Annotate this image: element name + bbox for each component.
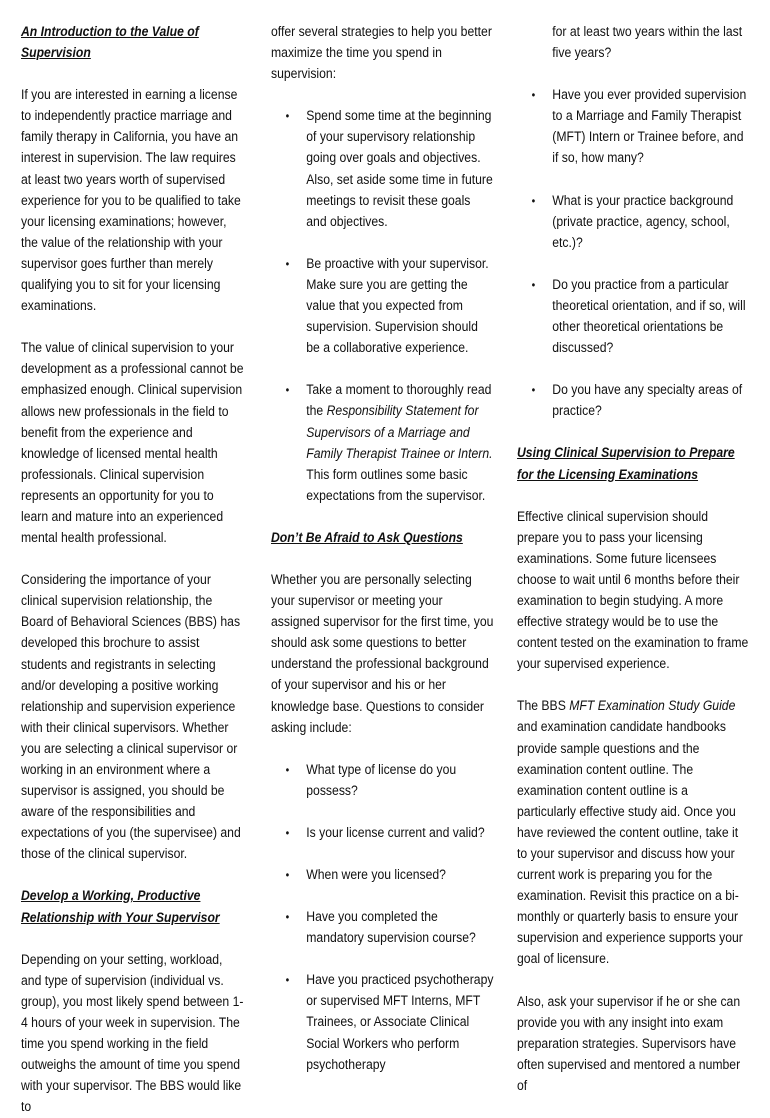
exam-prep-heading: Using Clinical Supervision to Prepare for the Licensing Examinations [517, 445, 735, 483]
strategies-intro: offer several strategies to help you better maximize the time you spend in supervision: [271, 24, 492, 83]
bullet-icon: • [285, 762, 290, 777]
bullet-icon: • [531, 383, 536, 398]
form-title: Responsibility Statement for Supervisors of a Marriage and Family Therapist Trainee or Intern. [306, 403, 493, 462]
exam-prep-paragraph-1: Effective clinical supervision should prepare you to pass your licensing examinations. Some future licensees choose to wait until 6 months before their examination to begin studying. A more effective strategy would be to use the content tested on the examination to frame your supervised experience. [517, 508, 749, 673]
exam-prep-paragraph-3: Also, ask your supervisor if he or she can provide you with any insight into exam preparation strategies. Supervisors have often supervised and mentored a number of [517, 993, 741, 1094]
list-item: • What type of license do you possess? [285, 761, 457, 799]
questions-list-continued [517, 22, 749, 422]
list-item: • Have you practiced psychotherapy or supervised MFT Interns, MFT Trainees, or Associate Clinical Social Workers who perform psychotherapy [285, 972, 494, 1073]
bullet-icon: • [285, 383, 290, 398]
list-item: • When were you licensed? [271, 865, 494, 886]
list-item: • Do you practice from a particular theoretical orientation, and if so, will other theoretical orientations be discussed? [531, 276, 746, 357]
bullet-icon: • [285, 256, 290, 271]
intro-paragraph-3: Considering the importance of your clinical supervision relationship, the Board of Behavioral Sciences (BBS) has developed this brochure to assist students and registrants in selecting and/or developing a positive working relationship and supervision experience with their clinical supervisors. Whether you are selecting a clinical supervisor or working in an environment where a supervisor is assigned, you should be aware of the responsibilities and expectations of you (the supervisee) and those of the clinical supervisor. [21, 572, 241, 863]
questions-intro: Whether you are personally selecting your supervisor or meeting your assigned supervisor for the first time, you should ask some questions to better understand the professional background of your supervisor and his or her knowledge base. Questions to consider asking include: [271, 571, 494, 736]
list-item: • Take a moment to thoroughly read the Responsibility Statement for Supervisors of a Marriage and Family Therapist Trainee or Intern. This form outlines some basic expectations from the supervisor. [285, 382, 493, 504]
column-middle [271, 22, 494, 1076]
intro-paragraph-1: If you are interested in earning a license to independently practice marriage and family therapy in California, you have an interest in supervision. The law requires at least two years worth of supervised experience for you to be qualified to take your licensing examinations; however, the value of the relationship with your supervisor goes further than merely qualifying you to sit for your licensing examinations. [21, 87, 241, 315]
list-item: • Have you completed the mandatory supervision course? [285, 909, 476, 947]
intro-paragraph-2: The value of clinical supervision to your development as a professional cannot be emphasized enough. Clinical supervision allows new professionals in the field to benefit from the experience and knowledge of licensed mental health professionals. Clinical supervision represents an opportunity for you to learn and mature into an experienced mental health professional. [21, 340, 244, 547]
bullet-icon: • [285, 868, 290, 882]
bullet-icon: • [531, 88, 536, 103]
questions-list [271, 760, 494, 1076]
column-right [517, 22, 749, 1097]
list-item-continued: for at least two years within the last five years? [552, 24, 743, 62]
exam-prep-paragraph-2: The BBS MFT Examination Study Guide and examination candidate handbooks provide sample questions and the examination content outline. The examination content outline is a particularly effective study aid. Once you have reviewed the content outline, take it to your supervisor and discuss how your current work is preparing you for the examination. Revisit this practice on a bi-monthly or quarterly basis to ensure your supervision and experience supports your goal of licensure. [517, 698, 743, 968]
intro-heading: An Introduction to the Value of Supervision [21, 24, 199, 62]
bullet-icon: • [285, 973, 290, 988]
bullet-icon: • [285, 825, 290, 840]
bullet-icon: • [285, 910, 290, 925]
bullet-icon: • [285, 109, 290, 124]
column-left [21, 22, 244, 1118]
list-item: • Spend some time at the beginning of your supervisory relationship going over goals and objectives. Also, set aside some time in future meetings to revisit these goals and objectives. [285, 108, 493, 230]
bullet-icon: • [531, 193, 536, 208]
list-item: • Be proactive with your supervisor. Make sure you are getting the value that you expected from supervision. Supervision should be a collaborative experience. [285, 255, 489, 357]
study-guide-title: MFT Examination Study Guide [569, 698, 736, 715]
bullet-icon: • [531, 277, 536, 292]
list-item: • Is your license current and valid? [271, 823, 494, 844]
list-item: • Have you ever provided supervision to a Marriage and Family Therapist (MFT) Intern or Trainee before, and if so, how many? [531, 87, 747, 167]
list-item: • Do you have any specialty areas of practice? [531, 382, 743, 420]
relationship-paragraph: Depending on your setting, workload, and type of supervision (individual vs. group), you most likely spend between 1-4 hours of your week in supervision. The time you spend working in the field outweighs the amount of time you spend with your supervisor. The BBS would like to [21, 951, 244, 1116]
questions-heading: Don’t Be Afraid to Ask Questions [271, 529, 463, 546]
relationship-heading: Develop a Working, Productive Relationship with Your Supervisor [21, 888, 220, 926]
strategies-list [271, 106, 494, 507]
list-item: • What is your practice background (private practice, agency, school, etc.)? [531, 192, 734, 251]
